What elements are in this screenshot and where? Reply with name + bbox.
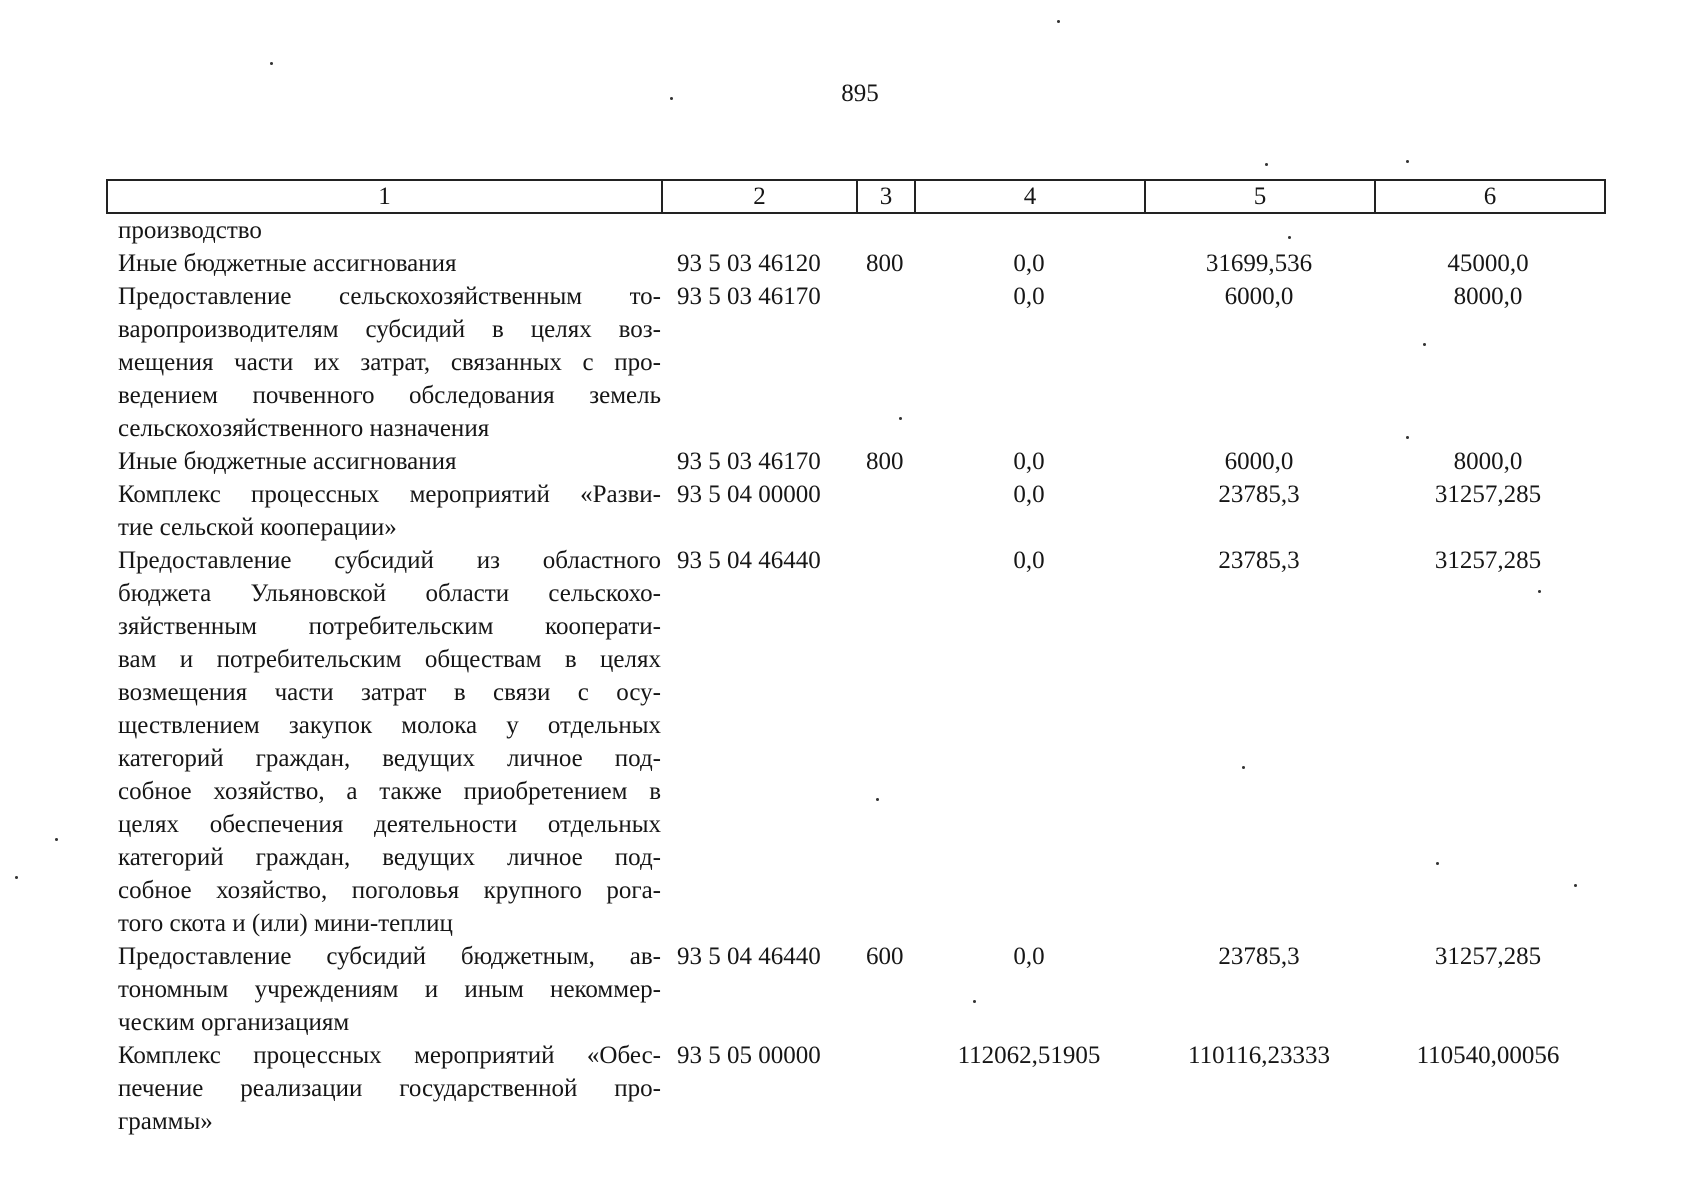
description-line: Иные бюджетные ассигнования xyxy=(118,250,457,277)
row-value-4: 112062,51905 xyxy=(957,1042,1101,1069)
description-line: вам и потребительским обществам в целях xyxy=(118,646,661,673)
description-line: ведением почвенного обследования земель xyxy=(118,382,661,409)
row-type: 800 xyxy=(866,250,904,277)
description-line: тие сельской кооперации» xyxy=(118,514,397,541)
scan-speck xyxy=(55,838,58,841)
row-value-4: 0,0 xyxy=(1013,448,1045,475)
table-row xyxy=(106,544,1602,940)
row-value-4: 0,0 xyxy=(1013,943,1045,970)
row-value-6: 31257,285 xyxy=(1434,547,1542,574)
description-line: целях обеспечения деятельности отдельных xyxy=(118,811,661,838)
description-line: собное хозяйство, поголовья крупного рога- xyxy=(118,877,661,904)
scan-speck xyxy=(1406,160,1409,163)
description-line: варопроизводителям субсидий в целях воз- xyxy=(118,316,661,343)
description-line: печение реализации государственной про- xyxy=(118,1075,661,1102)
row-type: 600 xyxy=(866,943,904,970)
row-code: 93 5 03 46170 xyxy=(677,283,821,310)
description-line: Иные бюджетные ассигнования xyxy=(118,448,457,475)
row-code: 93 5 04 00000 xyxy=(677,481,821,508)
description-line: категорий граждан, ведущих личное под- xyxy=(118,844,661,871)
description-line: бюджета Ульяновской области сельскохо- xyxy=(118,580,661,607)
row-code: 93 5 04 46440 xyxy=(677,943,821,970)
scan-speck xyxy=(670,97,673,100)
scan-speck xyxy=(1265,163,1268,166)
table-row xyxy=(106,445,1602,478)
row-value-5: 6000,0 xyxy=(1224,448,1294,475)
description-line: Предоставление субсидий бюджетным, ав- xyxy=(118,943,661,970)
header-col-4: 4 xyxy=(916,181,1146,212)
row-value-5: 23785,3 xyxy=(1218,481,1300,508)
row-description xyxy=(106,544,661,940)
table-row xyxy=(106,214,1602,247)
table-row xyxy=(106,1039,1602,1138)
row-value-6: 31257,285 xyxy=(1434,943,1542,970)
table-row xyxy=(106,940,1602,1039)
scan-speck xyxy=(1057,20,1060,23)
header-col-5: 5 xyxy=(1146,181,1376,212)
row-description xyxy=(106,940,661,1039)
row-value-6: 8000,0 xyxy=(1453,448,1523,475)
row-description xyxy=(106,1039,661,1138)
description-line: сельскохозяйственного назначения xyxy=(118,415,490,442)
row-type: 800 xyxy=(866,448,904,475)
header-col-3: 3 xyxy=(858,181,916,212)
description-line: Предоставление субсидий из областного xyxy=(118,547,661,574)
description-line: категорий граждан, ведущих личное под- xyxy=(118,745,661,772)
header-col-1: 1 xyxy=(108,181,663,212)
description-line: производство xyxy=(118,217,262,244)
description-line: тономным учреждениям и иным некоммер- xyxy=(118,976,661,1003)
header-col-2: 2 xyxy=(663,181,858,212)
table-header xyxy=(106,179,1606,214)
description-line: собное хозяйство, а также приобретением в xyxy=(118,778,661,805)
row-value-4: 0,0 xyxy=(1013,547,1045,574)
description-line: Комплекс процессных мероприятий «Обес- xyxy=(118,1042,661,1069)
row-description xyxy=(106,247,661,280)
table-row xyxy=(106,247,1602,280)
description-line: граммы» xyxy=(118,1108,213,1135)
header-col-6: 6 xyxy=(1483,183,1497,210)
row-value-4: 0,0 xyxy=(1013,481,1045,508)
description-line: Предоставление сельскохозяйственным то- xyxy=(118,283,661,310)
scan-speck xyxy=(270,62,273,65)
description-line: зяйственным потребительским кооперати- xyxy=(118,613,661,640)
table-row xyxy=(106,478,1602,544)
row-description xyxy=(106,280,661,445)
row-value-5: 110116,23333 xyxy=(1188,1042,1330,1069)
row-description xyxy=(106,214,661,247)
table-row xyxy=(106,280,1602,445)
row-value-5: 31699,536 xyxy=(1205,250,1313,277)
row-code: 93 5 05 00000 xyxy=(677,1042,821,1069)
description-line: того скота и (или) мини-теплиц xyxy=(118,910,453,937)
scan-speck xyxy=(15,876,18,879)
row-code: 93 5 03 46170 xyxy=(677,448,821,475)
row-value-4: 0,0 xyxy=(1013,250,1045,277)
row-value-5: 23785,3 xyxy=(1218,547,1300,574)
row-value-6: 110540,00056 xyxy=(1416,1042,1560,1069)
page-number: 895 xyxy=(841,80,879,107)
description-line: возмещения части затрат в связи с осу- xyxy=(118,679,661,706)
row-value-6: 45000,0 xyxy=(1447,250,1529,277)
description-line: ществлением закупок молока у отдельных xyxy=(118,712,661,739)
row-description xyxy=(106,478,661,544)
description-line: Комплекс процессных мероприятий «Разви- xyxy=(118,481,661,508)
row-value-5: 6000,0 xyxy=(1224,283,1294,310)
row-value-4: 0,0 xyxy=(1013,283,1045,310)
row-value-6: 8000,0 xyxy=(1453,283,1523,310)
row-description xyxy=(106,445,661,478)
table-body xyxy=(106,214,1602,1138)
row-code: 93 5 04 46440 xyxy=(677,547,821,574)
row-value-6: 31257,285 xyxy=(1434,481,1542,508)
row-code: 93 5 03 46120 xyxy=(677,250,821,277)
description-line: ческим организациям xyxy=(118,1009,350,1036)
description-line: мещения части их затрат, связанных с про- xyxy=(118,349,661,376)
row-value-5: 23785,3 xyxy=(1218,943,1300,970)
